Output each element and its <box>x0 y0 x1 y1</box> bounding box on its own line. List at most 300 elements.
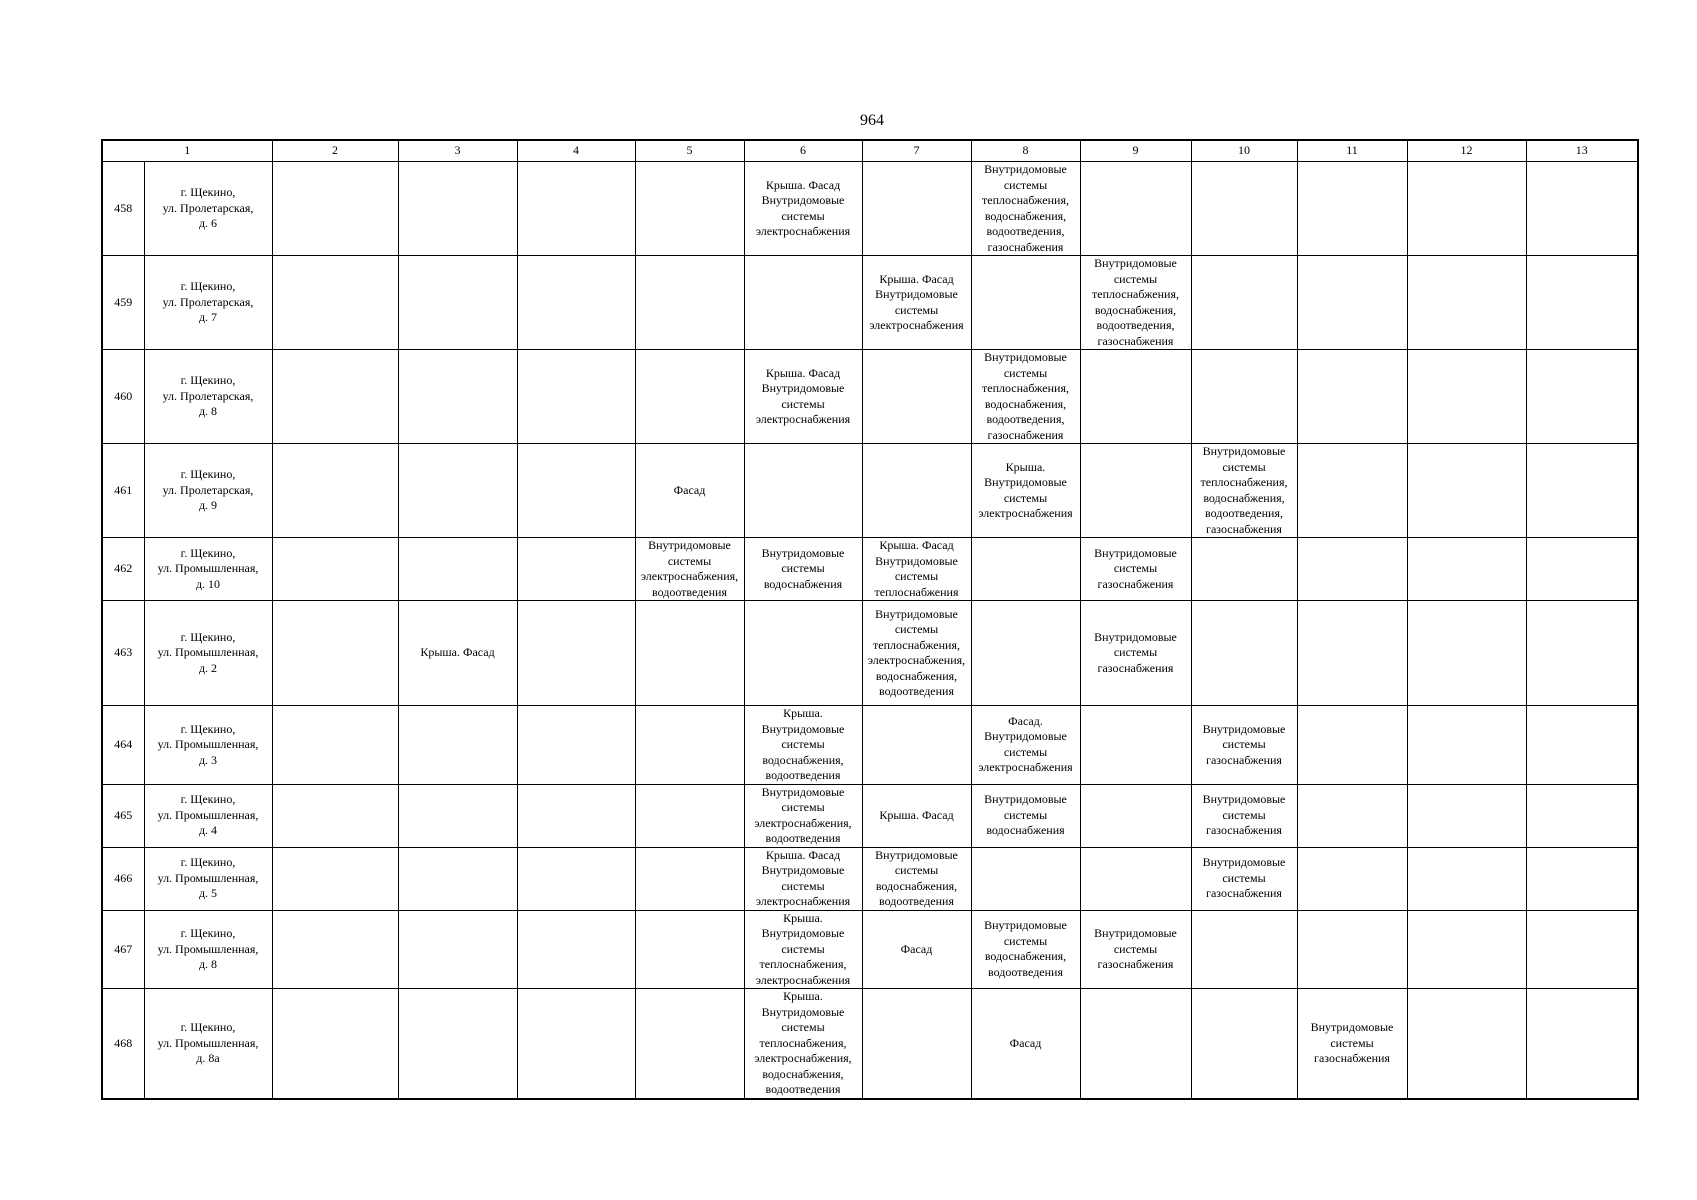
work-type-line: системы <box>894 622 939 636</box>
address-line: ул. Промышленная, <box>157 645 259 660</box>
cell-col-9 <box>1080 847 1191 910</box>
work-type-line: Фасад. <box>1008 713 1043 728</box>
cell-col-10 <box>1191 162 1297 256</box>
cell-col-3 <box>398 538 517 601</box>
work-type-line: водоснабжения, <box>875 668 958 683</box>
work-type-line: водоснабжения <box>986 823 1065 838</box>
cell-col-10 <box>1191 601 1297 706</box>
work-type-line: Внутридомовые <box>1202 444 1286 458</box>
work-type-line: системы <box>781 737 825 751</box>
address-line: д. 7 <box>198 310 218 325</box>
cell-col-9 <box>1080 444 1191 538</box>
cell-col-13 <box>1526 601 1638 706</box>
work-type-line: газоснабжения <box>1206 886 1282 901</box>
work-type-line: Внутридомовые <box>1310 1020 1394 1034</box>
work-type-line: Внутридомовые <box>1202 721 1286 736</box>
work-type-line: Крыша. Фасад <box>765 365 841 380</box>
cell-col-6 <box>744 444 862 538</box>
cell-col-3 <box>398 162 517 256</box>
cell-col-4 <box>517 706 635 785</box>
work-type-line: Внутридомовые <box>761 784 845 799</box>
work-type-line: системы <box>1222 870 1266 885</box>
work-type-line: Внутридомовые <box>984 792 1067 807</box>
cell-col-12 <box>1407 538 1526 601</box>
work-type-line: системы <box>1222 807 1266 822</box>
work-type-line: электроснабжения, <box>754 815 852 830</box>
address-line: г. Щекино, <box>180 792 236 807</box>
address-line: г. Щекино, <box>180 467 236 482</box>
address-line: г. Щекино, <box>180 629 236 644</box>
row-number: 468 <box>102 989 144 1099</box>
work-type-line: Внутридомовые <box>875 847 958 862</box>
cell-col-8 <box>971 538 1080 601</box>
work-type-line: Внутридомовые <box>984 475 1067 489</box>
work-type-line: газоснабжения <box>1206 752 1282 767</box>
cell-col-4 <box>517 350 635 444</box>
cell-col-2 <box>272 444 398 538</box>
cell-col-12 <box>1407 256 1526 350</box>
header-cell-8: 8 <box>971 140 1080 162</box>
address-line: д. 3 <box>198 752 218 767</box>
cell-col-4 <box>517 162 635 256</box>
work-type-line: теплоснабжения, <box>1092 287 1179 301</box>
cell-col-11 <box>1297 989 1407 1099</box>
cell-col-4 <box>517 444 635 538</box>
cell-col-3 <box>398 444 517 538</box>
work-type-line: системы <box>1222 459 1266 474</box>
row-number: 462 <box>102 538 144 601</box>
address-line: ул. Промышленная, <box>157 870 259 885</box>
cell-col-11 <box>1297 444 1407 538</box>
work-type-line: системы <box>781 396 825 411</box>
address-line: д. 5 <box>198 886 218 901</box>
cell-col-13 <box>1526 162 1638 256</box>
table-row <box>102 847 1638 910</box>
row-number: 467 <box>102 910 144 989</box>
table-row <box>102 989 1638 1099</box>
work-type-line: газоснабжения <box>1097 576 1174 591</box>
cell-col-6 <box>744 601 862 706</box>
cell-col-12 <box>1407 350 1526 444</box>
work-type-line: электроснабжения, <box>754 1051 852 1065</box>
work-type-line: водоотведения <box>879 684 954 698</box>
cell-col-11 <box>1297 350 1407 444</box>
work-type-line: Внутридомовые <box>648 538 731 552</box>
header-cell-2: 2 <box>272 140 398 162</box>
header-cell-1: 1 <box>102 140 272 162</box>
address-cell <box>144 444 272 538</box>
work-type-line: электроснабжения <box>755 412 851 426</box>
cell-col-13 <box>1526 256 1638 350</box>
work-type-line: водоснабжения, <box>984 396 1067 411</box>
cell-col-10 <box>1191 350 1297 444</box>
cell-col-4 <box>517 538 635 601</box>
cell-col-6 <box>744 256 862 350</box>
address-line: г. Щекино, <box>180 279 236 294</box>
table-row <box>102 350 1638 444</box>
cell-col-12 <box>1407 910 1526 989</box>
cell-col-11 <box>1297 784 1407 847</box>
cell-col-3 <box>398 256 517 350</box>
table-row <box>102 444 1638 538</box>
row-number: 459 <box>102 256 144 350</box>
work-type-line: газоснабжения <box>1097 957 1174 971</box>
cell-col-9 <box>1080 256 1191 350</box>
cell-col-8 <box>971 444 1080 538</box>
address-line: ул. Пролетарская, <box>162 294 254 309</box>
address-cell <box>144 350 272 444</box>
cell-col-13 <box>1526 989 1638 1099</box>
cell-col-10 <box>1191 444 1297 538</box>
header-cell-10: 10 <box>1191 140 1297 162</box>
cell-col-8 <box>971 847 1080 910</box>
work-type-line: теплоснабжения, <box>982 381 1069 395</box>
address-cell <box>144 910 272 989</box>
cell-col-5 <box>635 847 744 910</box>
header-cell-5: 5 <box>635 140 744 162</box>
work-type-line: системы <box>1222 737 1266 751</box>
work-type-line: Внутридомовые <box>761 381 845 395</box>
cell-col-5 <box>635 784 744 847</box>
address-cell <box>144 538 272 601</box>
work-type-line: Внутридомовые <box>1202 792 1286 807</box>
cell-col-11 <box>1297 162 1407 256</box>
work-type-line: газоснабжения <box>987 239 1064 254</box>
cell-col-3 <box>398 601 517 706</box>
cell-col-6 <box>744 910 862 989</box>
cell-col-8 <box>971 601 1080 706</box>
cell-col-5 <box>635 444 744 538</box>
work-type-line: электроснабжения, <box>867 653 966 667</box>
work-type-line: системы <box>781 1020 825 1034</box>
work-type-line: системы <box>1003 365 1048 380</box>
cell-col-5 <box>635 601 744 706</box>
address-line: д. 8 <box>198 957 218 971</box>
cell-col-3 <box>398 706 517 785</box>
address-line: г. Щекино, <box>180 545 236 560</box>
work-type-line: теплоснабжения <box>874 584 959 599</box>
cell-col-8 <box>971 256 1080 350</box>
work-type-line: теплоснабжения, <box>1200 475 1288 489</box>
work-type-line: электроснабжения, <box>640 569 739 583</box>
work-type-line: Внутридомовые <box>761 193 845 207</box>
work-type-line: системы <box>894 863 939 877</box>
table-row <box>102 538 1638 601</box>
cell-col-2 <box>272 784 398 847</box>
cell-col-13 <box>1526 784 1638 847</box>
work-type-line: системы <box>1113 645 1158 660</box>
cell-col-9 <box>1080 989 1191 1099</box>
address-cell <box>144 847 272 910</box>
cell-col-10 <box>1191 706 1297 785</box>
cell-col-9 <box>1080 784 1191 847</box>
work-type-line: Крыша. <box>783 706 823 720</box>
table-row <box>102 601 1638 706</box>
cell-col-2 <box>272 989 398 1099</box>
header-row <box>102 140 1638 162</box>
work-type-line: водоотведения <box>652 584 727 599</box>
header-cell-9: 9 <box>1080 140 1191 162</box>
work-type-line: Внутридомовые <box>761 863 845 877</box>
work-type-line: системы <box>781 561 825 576</box>
work-type-line: системы <box>894 569 939 583</box>
cell-col-7 <box>862 538 971 601</box>
cell-col-10 <box>1191 847 1297 910</box>
cell-col-12 <box>1407 847 1526 910</box>
address-cell <box>144 162 272 256</box>
cell-col-4 <box>517 784 635 847</box>
cell-col-10 <box>1191 256 1297 350</box>
work-type-line: водоснабжения, <box>984 208 1067 223</box>
cell-col-7 <box>862 350 971 444</box>
cell-col-12 <box>1407 706 1526 785</box>
table-row <box>102 256 1638 350</box>
table-row <box>102 706 1638 785</box>
work-type-line: Внутридомовые <box>1094 629 1177 644</box>
work-type-line: Крыша. Фасад <box>765 177 841 192</box>
address-line: ул. Промышленная, <box>157 737 259 751</box>
cell-col-2 <box>272 350 398 444</box>
header-cell-11: 11 <box>1297 140 1407 162</box>
work-type-line: системы <box>667 553 712 568</box>
cell-col-5 <box>635 989 744 1099</box>
cell-col-13 <box>1526 706 1638 785</box>
work-type-line: Фасад <box>673 482 706 497</box>
cell-col-5 <box>635 350 744 444</box>
cell-col-3 <box>398 989 517 1099</box>
work-type-line: системы <box>1113 271 1158 286</box>
row-number: 463 <box>102 601 144 706</box>
row-number: 460 <box>102 350 144 444</box>
work-type-line: Крыша. <box>783 910 823 925</box>
cell-col-4 <box>517 256 635 350</box>
address-cell <box>144 989 272 1099</box>
cell-col-7 <box>862 910 971 989</box>
work-type-line: водоснабжения, <box>1203 490 1285 505</box>
work-type-line: системы <box>1113 941 1158 956</box>
work-type-line: Внутридомовые <box>761 545 845 560</box>
work-type-line: системы <box>1003 177 1048 192</box>
cell-col-7 <box>862 706 971 785</box>
cell-col-11 <box>1297 538 1407 601</box>
cell-col-11 <box>1297 910 1407 989</box>
work-type-line: газоснабжения <box>1314 1051 1390 1065</box>
address-line: г. Щекино, <box>180 185 236 200</box>
work-type-line: водоснабжения <box>763 576 843 591</box>
address-line: ул. Пролетарская, <box>162 200 254 215</box>
work-type-line: газоснабжения <box>1206 823 1282 838</box>
work-type-line: Крыша. Фасад <box>879 807 954 822</box>
work-type-line: Фасад <box>1009 1035 1042 1050</box>
cell-col-8 <box>971 162 1080 256</box>
work-type-line: Крыша. Фасад <box>879 271 954 286</box>
work-type-line: системы <box>1003 933 1048 948</box>
cell-col-4 <box>517 910 635 989</box>
cell-col-12 <box>1407 784 1526 847</box>
work-type-line: Внутридомовые <box>875 553 958 568</box>
cell-col-5 <box>635 706 744 785</box>
work-type-line: водоснабжения, <box>984 949 1067 964</box>
cell-col-10 <box>1191 538 1297 601</box>
cell-col-2 <box>272 601 398 706</box>
cell-col-6 <box>744 538 862 601</box>
header-cell-13: 13 <box>1526 140 1638 162</box>
address-line: г. Щекино, <box>180 1020 236 1034</box>
cell-col-13 <box>1526 910 1638 989</box>
cell-col-9 <box>1080 538 1191 601</box>
address-cell <box>144 706 272 785</box>
work-schedule-table <box>101 139 1639 1100</box>
cell-col-2 <box>272 162 398 256</box>
work-type-line: электроснабжения <box>869 318 964 332</box>
address-line: г. Щекино, <box>180 926 236 940</box>
cell-col-4 <box>517 989 635 1099</box>
work-type-line: Внутридомовые <box>761 721 845 736</box>
cell-col-7 <box>862 784 971 847</box>
cell-col-5 <box>635 162 744 256</box>
cell-col-13 <box>1526 350 1638 444</box>
work-type-line: водоснабжения, <box>875 878 958 893</box>
cell-col-7 <box>862 162 971 256</box>
address-line: ул. Пролетарская, <box>162 482 254 497</box>
table-row <box>102 910 1638 989</box>
row-number: 466 <box>102 847 144 910</box>
work-type-line: теплоснабжения, <box>759 957 847 971</box>
cell-col-9 <box>1080 601 1191 706</box>
work-type-line: Крыша. Фасад <box>765 847 841 862</box>
cell-col-7 <box>862 444 971 538</box>
cell-col-9 <box>1080 162 1191 256</box>
cell-col-2 <box>272 538 398 601</box>
work-type-line: теплоснабжения, <box>982 193 1069 207</box>
cell-col-9 <box>1080 706 1191 785</box>
address-line: ул. Промышленная, <box>157 807 259 822</box>
cell-col-9 <box>1080 350 1191 444</box>
cell-col-2 <box>272 256 398 350</box>
work-type-line: Крыша. <box>783 989 823 1003</box>
address-line: ул. Промышленная, <box>157 941 259 956</box>
address-line: г. Щекино, <box>180 855 236 870</box>
cell-col-8 <box>971 706 1080 785</box>
cell-col-11 <box>1297 706 1407 785</box>
work-type-line: водоотведения, <box>1205 506 1283 520</box>
cell-col-10 <box>1191 784 1297 847</box>
cell-col-8 <box>971 784 1080 847</box>
address-line: г. Щекино, <box>180 373 236 388</box>
work-type-line: Внутридомовые <box>875 287 958 301</box>
header-cell-4: 4 <box>517 140 635 162</box>
work-type-line: Внутридомовые <box>1094 926 1177 940</box>
cell-col-7 <box>862 256 971 350</box>
work-type-line: водоснабжения, <box>762 1066 844 1081</box>
address-line: д. 6 <box>198 216 218 231</box>
cell-col-3 <box>398 847 517 910</box>
work-type-line: Внутридомовые <box>1202 855 1286 870</box>
address-cell <box>144 601 272 706</box>
work-type-line: водоотведения <box>879 894 954 908</box>
address-line: д. 8а <box>196 1051 220 1065</box>
cell-col-4 <box>517 601 635 706</box>
work-type-line: водоотведения <box>765 1082 841 1096</box>
cell-col-5 <box>635 910 744 989</box>
work-type-line: Крыша. Фасад <box>420 645 495 660</box>
work-type-line: системы <box>1330 1035 1374 1050</box>
work-type-line: водоснабжения, <box>1094 302 1177 317</box>
work-type-line: водоотведения, <box>1096 318 1175 332</box>
work-type-line: электроснабжения <box>978 506 1073 520</box>
work-type-line: водоотведения, <box>986 412 1065 426</box>
address-line: д. 2 <box>198 660 218 675</box>
cell-col-8 <box>971 989 1080 1099</box>
cell-col-12 <box>1407 601 1526 706</box>
cell-col-3 <box>398 784 517 847</box>
work-type-line: Фасад <box>900 941 933 956</box>
work-type-line: Внутридомовые <box>875 606 958 621</box>
cell-col-4 <box>517 847 635 910</box>
work-type-line: теплоснабжения, <box>759 1035 847 1050</box>
row-number: 458 <box>102 162 144 256</box>
address-line: г. Щекино, <box>180 721 236 736</box>
work-type-line: Внутридомовые <box>984 729 1067 744</box>
address-cell <box>144 784 272 847</box>
header-cell-6: 6 <box>744 140 862 162</box>
work-type-line: водоотведения, <box>986 224 1065 238</box>
cell-col-7 <box>862 847 971 910</box>
cell-col-11 <box>1297 847 1407 910</box>
cell-col-3 <box>398 910 517 989</box>
cell-col-13 <box>1526 847 1638 910</box>
cell-col-6 <box>744 847 862 910</box>
work-type-line: теплоснабжения, <box>873 637 960 652</box>
cell-col-2 <box>272 910 398 989</box>
work-type-line: системы <box>1113 561 1158 576</box>
work-type-line: газоснабжения <box>987 427 1064 442</box>
address-line: ул. Промышленная, <box>157 1035 259 1050</box>
cell-col-12 <box>1407 444 1526 538</box>
cell-col-6 <box>744 350 862 444</box>
address-line: д. 4 <box>198 823 218 838</box>
row-number: 461 <box>102 444 144 538</box>
work-type-line: системы <box>781 800 825 814</box>
address-line: ул. Промышленная, <box>157 561 259 576</box>
header-cell-3: 3 <box>398 140 517 162</box>
cell-col-6 <box>744 989 862 1099</box>
work-type-line: газоснабжения <box>1097 333 1174 348</box>
cell-col-6 <box>744 706 862 785</box>
cell-col-7 <box>862 601 971 706</box>
work-type-line: системы <box>1003 807 1048 822</box>
page-number: 964 <box>860 112 884 129</box>
cell-col-10 <box>1191 989 1297 1099</box>
work-type-line: водоснабжения, <box>762 752 844 767</box>
cell-col-8 <box>971 910 1080 989</box>
work-type-line: системы <box>781 941 825 956</box>
cell-col-7 <box>862 989 971 1099</box>
cell-col-13 <box>1526 538 1638 601</box>
work-type-line: электроснабжения <box>755 894 851 908</box>
work-type-line: Внутридомовые <box>984 162 1067 176</box>
table-row <box>102 784 1638 847</box>
cell-col-11 <box>1297 601 1407 706</box>
work-type-line: электроснабжения <box>755 972 851 987</box>
work-type-line: электроснабжения <box>755 224 851 238</box>
cell-col-12 <box>1407 162 1526 256</box>
address-line: д. 8 <box>198 404 218 419</box>
cell-col-9 <box>1080 910 1191 989</box>
work-type-line: Внутридомовые <box>984 918 1067 933</box>
work-type-line: водоотведения <box>765 831 841 845</box>
cell-col-10 <box>1191 910 1297 989</box>
